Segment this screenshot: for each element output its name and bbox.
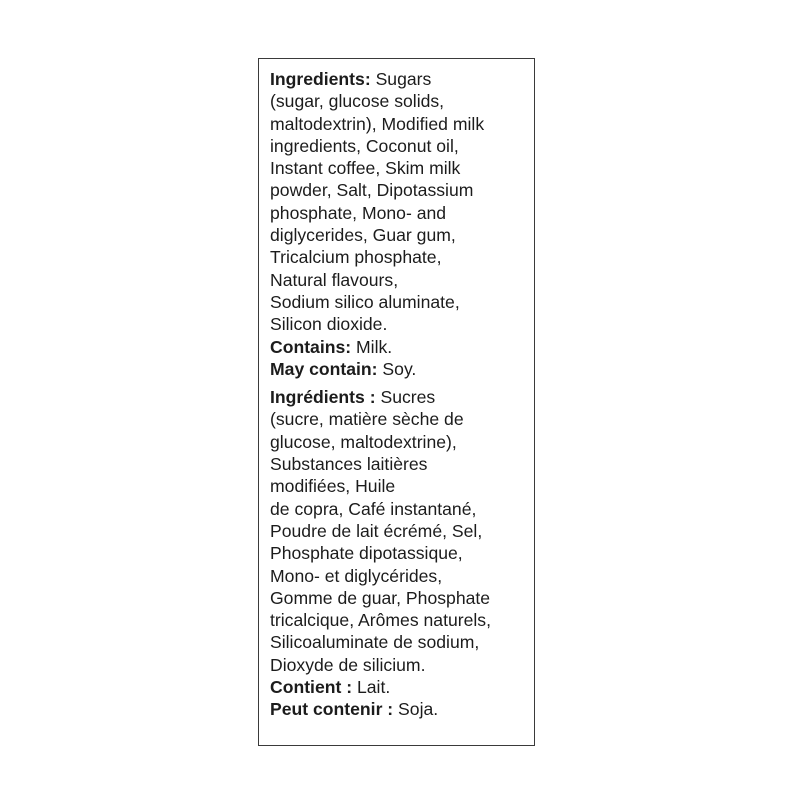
french-ingredients-line: modifiées, Huile	[270, 476, 396, 497]
english-ingredients-line: Silicon dioxide.	[270, 314, 388, 335]
french-ingredients-section	[270, 386, 532, 720]
french-ingredients-line: Substances laitières	[270, 454, 428, 475]
english-ingredients-line: diglycerides, Guar gum,	[270, 225, 456, 246]
french-ingredients-line: glucose, maltodextrine),	[270, 431, 457, 452]
english-ingredients-line: Natural flavours,	[270, 269, 399, 290]
english-ingredients-line: ingredients, Coconut oil,	[270, 135, 459, 156]
french-ingredients-heading: Ingrédients :	[270, 387, 376, 408]
french-ingredients-line: Silicoaluminate de sodium,	[270, 632, 480, 653]
french-ingredients-line: Poudre de lait écrémé, Sel,	[270, 520, 483, 541]
french-ingredients-line: Dioxyde de silicium.	[270, 654, 426, 675]
french-ingredients-line: Phosphate dipotassique,	[270, 543, 463, 564]
english-may-contain-line	[270, 358, 532, 380]
french-ingredients-line-1	[270, 386, 532, 408]
english-may-contain-value: Soy.	[377, 358, 417, 379]
french-ingredients-line: Gomme de guar, Phosphate	[270, 587, 491, 608]
english-ingredients-line-1	[270, 68, 532, 90]
english-contains-line	[270, 336, 532, 358]
english-contains-value: Milk.	[351, 336, 393, 357]
french-ingredients-line: Mono- et diglycérides,	[270, 565, 443, 586]
english-ingredients-line: (sugar, glucose solids,	[270, 91, 445, 112]
french-contains-heading: Contient :	[270, 677, 353, 698]
french-may-contain-heading: Peut contenir :	[270, 699, 394, 720]
english-ingredients-line: Tricalcium phosphate,	[270, 247, 442, 268]
english-contains-heading: Contains:	[270, 336, 352, 357]
french-ingredients-line: tricalcique, Arômes naturels,	[270, 610, 491, 631]
french-ingredients-line: (sucre, matière sèche de	[270, 409, 464, 430]
english-ingredients-line: Instant coffee, Skim milk	[270, 158, 461, 179]
ingredients-label-panel	[258, 58, 535, 746]
french-ingredients-line: de copra, Café instantané,	[270, 498, 477, 519]
english-ingredients-line: powder, Salt, Dipotassium	[270, 180, 474, 201]
french-ingredients-text: Sucres	[375, 387, 436, 408]
french-contains-line	[270, 676, 532, 698]
french-may-contain-line	[270, 698, 532, 720]
english-ingredients-line: phosphate, Mono- and	[270, 202, 447, 223]
french-contains-value: Lait.	[352, 677, 391, 698]
english-ingredients-heading: Ingredients:	[270, 69, 371, 89]
english-may-contain-heading: May contain:	[270, 358, 378, 379]
english-ingredients-line: Sodium silico aluminate,	[270, 291, 460, 312]
english-ingredients-line: maltodextrin), Modified milk	[270, 113, 485, 134]
english-ingredients-section	[270, 68, 532, 380]
french-may-contain-value: Soja.	[393, 699, 439, 720]
ingredients-label-text	[270, 68, 532, 721]
english-ingredients-text: Sugars	[370, 69, 432, 89]
